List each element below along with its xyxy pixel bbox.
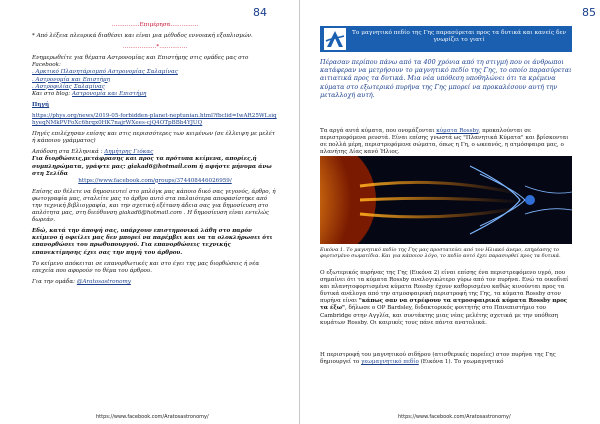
- rossby-waves-link[interactable]: κύματα Rossby: [436, 128, 479, 134]
- figure-caption: Εικόνα 1. Το μαγνητικό πεδίο της Γης μας προστατεύει από τον Ηλιακό άνεμο, επηρέασης το φορτισμένο σωματίδια. Και για κάποιον λόγο, το πεδίο αυτό έχει παρασυρθεί προς τα δυτικά.: [320, 247, 561, 260]
- error-warning: Εδώ, κατά την άποψή σας, υπάρχουν επιστημονικά λάθη στο παρόν κείμενο ή οφείλει μας δεν μπορεί να παρέμβει και να τα ολοκλήρωσει ότι επανορθώσει του πρωθυπουργού. Για επανορθώσεις τεχνικής επανεκτίμησης έχει σας την πηγή του άρθρου.: [32, 228, 273, 256]
- submission-paragraph: Επίσης αν θέλετε να δημοσιευτεί στο μπλόγκ μας κάποιο δικό σας γεγονός, άρθρο, ή φωτογραφία μας, σταλείτε μας το άρθρο αυτό στα παλαιότερα αποφασίστηκε από την τεχνική βιβλιογραφία, και την σχετική εξέταση άδεια σας για δημοσίευση στο απλότητα μας, στη διεύθυνση giakad6@hotmail.com . Η δημοσίευση είναι εντελώς δωρεάν.: [32, 188, 276, 224]
- corrections-contact: Για διορθώσεις,μετάφρασης και προς τα πρότυπα κείμενα, απορίες,ή συμπληρώματα, γράψτε μας: giakad6@hotmail.com ή αφήστε μήνυμα άνω στη Σελίδα: [32, 156, 272, 177]
- aratos-logo-icon: [324, 28, 346, 50]
- para2-b: , δήλωσε ο ΟΡ Bardsley, διδακτορικός φοιτητής στο Πανεπιστήμιο του Cambridge στην Αγγλία, και συντάκτης μιας νέας μελέτης σχετικά με την υπόθεση κυμάτων Rossby. Οι καιρικές τους πάνε πάντα ανατολικά.: [320, 305, 559, 326]
- article-lead: Πέρασαν περίπου πάνω από τα 400 χρόνια από τη στιγμή που οι άνθρωποι κατάφεραν να μετρήσουν το μαγνητικό πεδίο της Γης, το οποίο παρασύρεται αιτιατικά προς τα δυτικά. Μια νέα υπόθεση υποθηλώνει ότι τα κρέμενα κύματα στο εξωτερικό πυρήνα της Γης μπορεί να προκαλέσουν αυτή την μεταλλοχή αυτή.: [320, 58, 572, 99]
- credit-prefix: Απόδοση στα Ελληνικά :: [32, 149, 105, 156]
- facebook-intro-text: Ενημερωθείτε για θέματα Αστρονομίας και Επιστήμης στις ομάδες μας στο Facebook:: [32, 55, 249, 69]
- group-prefix: Για την ομάδα:: [32, 278, 77, 285]
- para3-b: (Εικόνα 1). Το γεωμαγνητικό: [418, 359, 504, 366]
- facebook-group-link-2[interactable]: . Αστρονομία και Επιστήμη: [32, 76, 110, 83]
- blog-line: [32, 91, 278, 98]
- facebook-group-link-1[interactable]: . Αρκτικό Πλανητάριομπό Αστρονομίας Σαλαμίνας: [32, 69, 178, 76]
- right-page: [300, 0, 600, 424]
- magnetosphere-figure: [320, 156, 572, 244]
- footer-left[interactable]: https://www.facebook.com/Aratosastronomy/: [96, 414, 209, 420]
- page-number-right: 85: [582, 6, 596, 19]
- group-line: [32, 279, 278, 286]
- para2-a: Ο εξωτερικός πυρήνας της Γης (Εικόνα 2) είναι επίσης ένα περιστρεφόμενο υγρό, που σημαίνει ότι τα κύματα Rossby αναλογικώτερο γύρω από τον πυρήνα. Ενώ τα οικοδιαί και πλανητοφορτισμένα κύματα Rossby έχουν καθορισμένο καθώς κινούνται προς τα δυτικά ανάλογα από την ατμοσφαιρική περιστροφή της Γης, τα κύματα Rossby στον πυρήνα είναι: [320, 270, 569, 305]
- dots-heading: ……………Επιμέρησα……………: [111, 22, 199, 28]
- source-url-link[interactable]: https://phys.org/news/2019-05-forbidden-planet-neptunian.html?fbclid=IwAR25WLsiqhyeqNMkPVFoXc6hrqx0HK7najrWXees-cjQ4OTpBBb4YJUQ: [32, 112, 277, 127]
- closing-paragraph: Το κείμενο απόκειται σε επανορθωτικές και στο έγει της μας διορθώσεις ή νέα επεχεία που αφορούν το θέμα του άρθρου.: [32, 260, 260, 274]
- para1-a: Τα αργά αυτά κύματα, που ονομάζονται: [320, 128, 437, 134]
- source-heading: Πηγή: [32, 101, 50, 108]
- sources-note: Πηγές επιλέχησαν επίσης και στις περισσότερες των κειμένων (σε έλλειψη με μελέτ ή κάποιου γράμματος): [32, 131, 276, 145]
- article-banner: [320, 26, 572, 52]
- facebook-intro: [32, 55, 278, 98]
- geomagnetic-field-link[interactable]: γεωμαγνητικό πεδίο: [361, 359, 419, 366]
- paragraph-outer-core: [320, 270, 572, 327]
- blog-link[interactable]: Αστρονομία και Επιστήμη: [71, 90, 147, 97]
- dots-divider: ………………*……………: [122, 44, 188, 51]
- earth-shape: [525, 195, 535, 205]
- facebook-group-url[interactable]: https://www.facebook.com/groups/374408446026959/: [78, 177, 232, 184]
- paragraph-geomagnetic: [320, 352, 572, 366]
- paragraph-rossby: [320, 128, 572, 156]
- footnote: * Από λέξεια πλευρικά διαθέσει και είναι μια μέθοδος εννοιακή εξοπλισμών.: [32, 33, 253, 40]
- group-handle-link[interactable]: @Aratosastronomy: [76, 278, 131, 285]
- para1-b: , προκαλούνται σε περιστρεφόμενα ρευστά. Είναι επίσης γνωστά ως "Πλανητικά Κύματα" και βρίσκονται σε πολλά μέρη, περιστρεφόμενα σώματα, όπως η Γη, ο ωκεανός, η ατμόσφαιρα μας, ο πλανήτης Δίας κανό Ήλιος.: [320, 128, 569, 156]
- banner-title: Το μαγνητικό πεδίο της Γης παρασύρεται προς τα δυτικά και κανείς δεν γνωρίζει το γιατί: [352, 30, 566, 43]
- credits: [32, 149, 278, 184]
- para2-quote: "κάπως σαν να στρέφουν τα ατμοσφαιρικά κύματα Rossby προς τα έξω": [320, 298, 568, 312]
- blog-prefix: Και στο blog:: [32, 90, 72, 97]
- left-text-column: [32, 22, 278, 290]
- para3-a: Η περιστροφή του μαγνητικού σιδήρου (ατισθερικές πορείες) στον πυρήνα της Γης δημιουργεί το: [320, 352, 556, 366]
- magnetosphere-illustration: [320, 156, 572, 244]
- page-number-left: 84: [253, 6, 267, 19]
- translator-link[interactable]: Δημήτρης Γιόκας: [104, 149, 154, 156]
- facebook-group-link-3[interactable]: . Αστροφιλίας Σαλαμίνας: [32, 83, 105, 90]
- footer-right[interactable]: https://www.facebook.com/Aratosastronomy/: [398, 414, 511, 420]
